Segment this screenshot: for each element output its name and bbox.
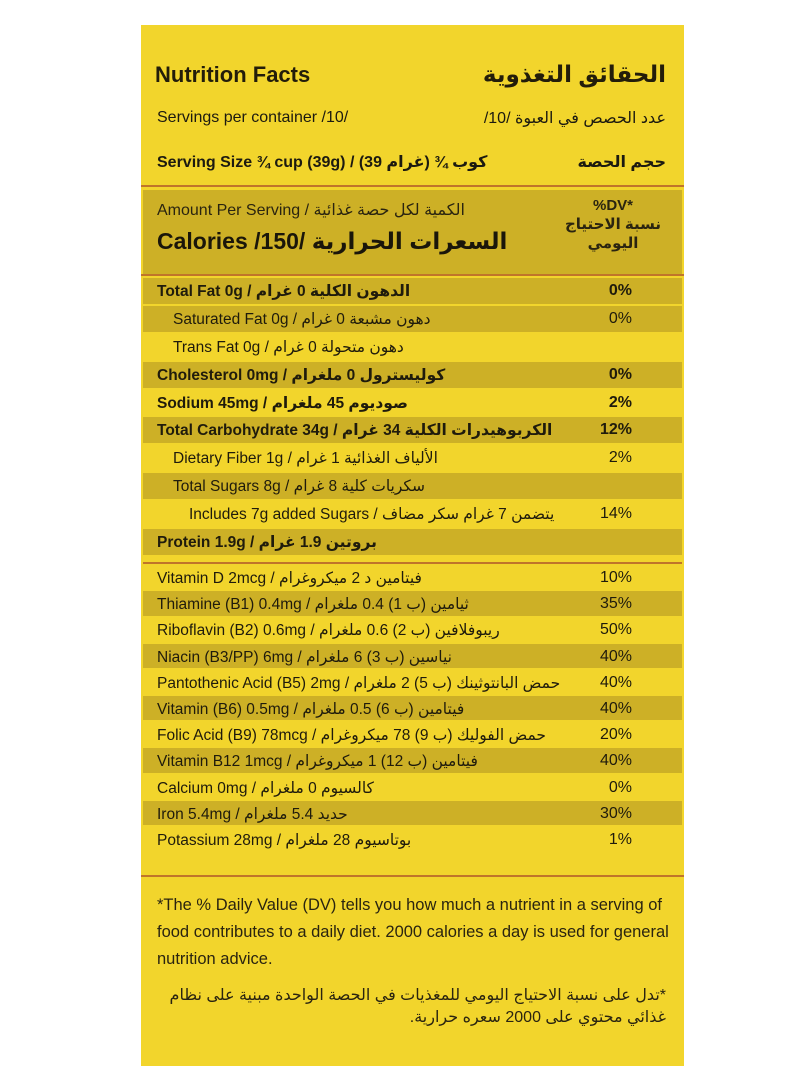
servings-per-container: [157, 108, 666, 128]
vitamin-row: [143, 670, 682, 694]
vitamin-label: Potassium 28mg / بوتاسيوم 28 ملغرام: [157, 831, 412, 849]
vitamin-dv: 50%: [599, 621, 632, 639]
vitamin-row: [143, 644, 682, 668]
vitamin-row: [143, 775, 682, 799]
vitamin-dv: 40%: [599, 647, 632, 665]
nutrient-row: [143, 501, 682, 527]
nutrient-dv: 2%: [608, 393, 632, 411]
vitamin-dv: 20%: [599, 726, 632, 744]
divider-bottom: [141, 875, 684, 877]
vitamin-label: Iron 5.4mg / حديد 5.4 ملغرام: [157, 805, 348, 823]
serving-size: [157, 152, 666, 172]
nutrient-label: Protein 1.9g / بروتين 1.9 غرام: [157, 534, 377, 552]
nutrient-row: [143, 362, 682, 388]
nutrient-row: [143, 306, 682, 332]
nutrient-label: Dietary Fiber 1g / الألياف الغذائية 1 غرام: [173, 450, 438, 468]
nutrient-label: Cholesterol 0mg / كوليسترول 0 ملغرام: [157, 366, 446, 384]
calories: Calories /150/ السعرات الحرارية: [157, 228, 508, 254]
dv-ar: نسبة الاحتياج اليومي: [564, 216, 662, 252]
nutrient-label: Includes 7g added Sugars / يتضمن 7 غرام سكر مضاف: [189, 506, 555, 524]
daily-value-header: [558, 196, 668, 253]
footnote-english: *The % Daily Value (DV) tells you how much a nutrient in a serving of food contributes to a daily diet. 2000 calories a day is used for general nutrition advice.: [157, 896, 669, 968]
vitamin-row: [143, 696, 682, 720]
vitamin-row: [143, 565, 682, 589]
vitamin-row: [143, 617, 682, 641]
divider-calories: [141, 274, 684, 276]
vitamin-dv: 35%: [599, 595, 632, 613]
vitamin-row: [143, 748, 682, 772]
title-english: Nutrition Facts: [155, 61, 311, 87]
vitamin-dv: 10%: [599, 569, 632, 586]
vitamin-label: Calcium 0mg / كالسيوم 0 ملغرام: [157, 779, 374, 797]
vitamin-label: Riboflavin (B2) 0.6mg / ريبوفلافين (ب 2) 0.6 ملغرام: [157, 622, 500, 640]
nutrient-dv: 14%: [599, 505, 632, 523]
nutrient-table: [143, 278, 682, 557]
vitamin-row: [143, 801, 682, 825]
nutrient-row: [143, 473, 682, 499]
vitamin-label: Vitamin (B6) 0.5mg / فيتامين (ب 6) 0.5 ملغرام: [157, 700, 465, 718]
nutrient-label: Total Fat 0g / الدهون الكلية 0 غرام: [157, 283, 411, 300]
nutrient-row: [143, 529, 682, 555]
vitamin-table: [143, 565, 682, 853]
vitamin-row: [143, 591, 682, 615]
vitamin-row: [143, 722, 682, 746]
nutrient-row: [143, 417, 682, 443]
nutrient-row: [143, 334, 682, 360]
servings-per-container-ar: عدد الحصص في العبوة /10/: [483, 110, 666, 127]
divider-top: [141, 185, 684, 187]
vitamin-dv: 1%: [608, 830, 632, 848]
amount-per-serving: Amount Per Serving / الكمية لكل حصة غذائية: [157, 202, 465, 219]
nutrient-row: [143, 278, 682, 304]
nutrient-row: [143, 390, 682, 416]
nutrient-row: [143, 445, 682, 471]
nutrition-facts-panel: [141, 25, 684, 1066]
servings-per-container-en: Servings per container /10/: [157, 109, 349, 126]
vitamin-label: Thiamine (B1) 0.4mg / ثيامين (ب 1) 0.4 ملغرام: [157, 596, 469, 614]
vitamin-dv: 40%: [599, 699, 632, 717]
serving-size-ar: حجم الحصة: [577, 154, 666, 171]
nutrient-label: Total Sugars 8g / سكريات كلية 8 غرام: [173, 478, 425, 496]
divider-vitamins: [143, 562, 682, 564]
vitamin-label: Folic Acid (B9) 78mcg / حمض الفوليك (ب 9) 78 ميكروغرام: [157, 727, 547, 745]
vitamin-label: Vitamin D 2mcg / فيتامين د 2 ميكروغرام: [157, 570, 422, 587]
vitamin-dv: 40%: [599, 752, 632, 770]
nutrient-label: Saturated Fat 0g / دهون مشبعة 0 غرام: [173, 310, 431, 328]
nutrient-label: Total Carbohydrate 34g / الكربوهيدرات الكلية 34 غرام: [157, 422, 553, 440]
title-arabic: الحقائق التغذوية: [482, 61, 666, 87]
vitamin-label: Pantothenic Acid (B5) 2mg / حمض البانتوثينك (ب 5) 2 ملغرام: [157, 674, 561, 692]
nutrient-dv: 0%: [608, 309, 632, 327]
nutrient-dv: 0%: [608, 282, 632, 299]
nutrient-label: Sodium 45mg / صوديوم 45 ملغرام: [157, 394, 408, 412]
vitamin-dv: 0%: [608, 778, 632, 796]
footnote-arabic: *تدل على نسبة الاحتياج اليومي للمغذيات في الحصة الواحدة مبنية على نظام غذائي محتوي على 2000 سعره حرارية.: [169, 987, 666, 1026]
title-row: [155, 61, 666, 88]
calories-header: [143, 190, 682, 274]
serving-size-en: Serving Size ¾ cup (39g) / (39 غرام) ¾ كوب: [157, 154, 488, 171]
vitamin-label: Niacin (B3/PP) 6mg / نياسين (ب 3) 6 ملغرام: [157, 648, 452, 666]
vitamin-row: [143, 827, 682, 851]
vitamin-label: Vitamin B12 1mcg / فيتامين (ب 12) 1 ميكروغرام: [157, 753, 478, 771]
vitamin-dv: 40%: [599, 673, 632, 691]
nutrient-dv: 0%: [608, 365, 632, 383]
nutrient-dv: 12%: [599, 421, 632, 439]
vitamin-dv: 30%: [599, 804, 632, 822]
nutrient-dv: 2%: [608, 449, 632, 467]
nutrient-label: Trans Fat 0g / دهون متحولة 0 غرام: [173, 338, 404, 356]
dv-en: %DV*: [592, 197, 633, 214]
